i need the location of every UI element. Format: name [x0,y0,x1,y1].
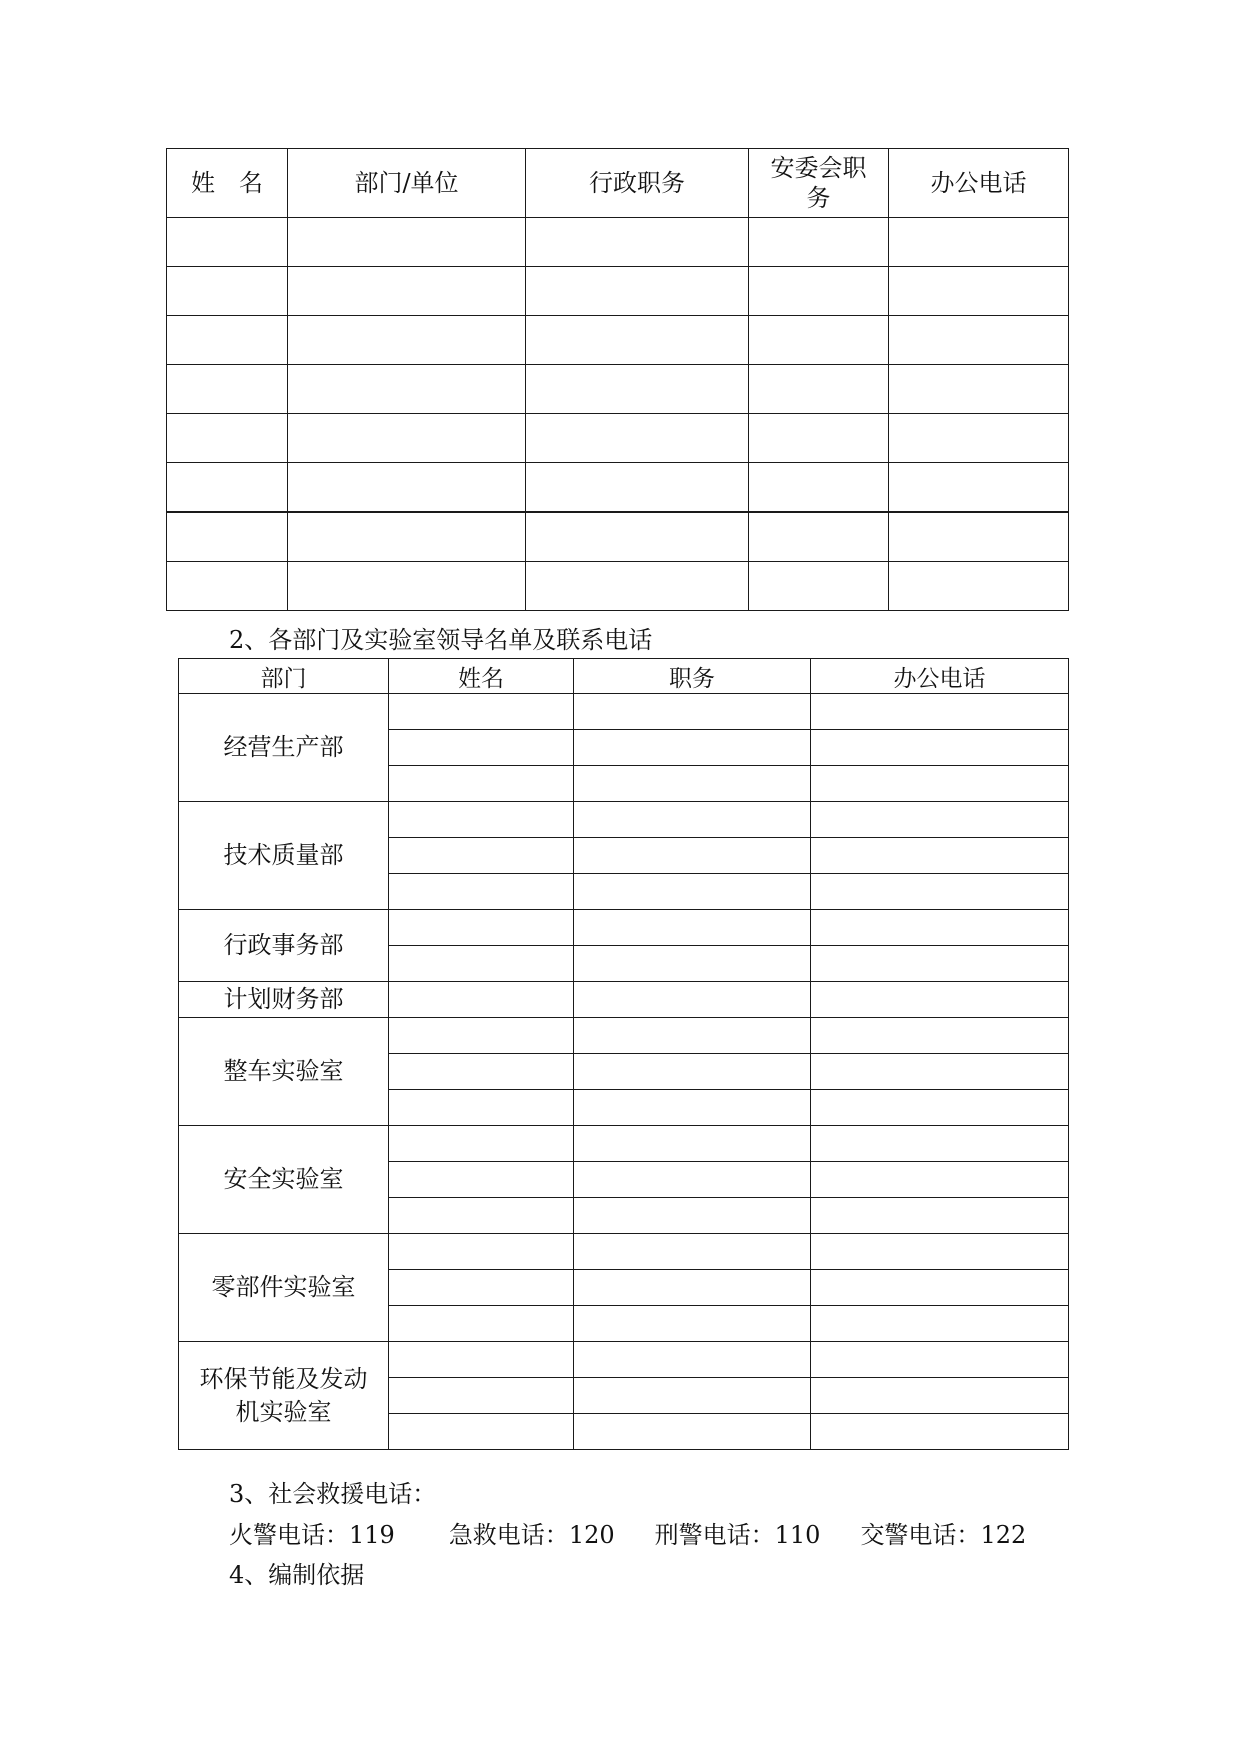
table-header-row [167,149,1069,218]
table-cell [389,910,574,946]
table-cell [288,365,526,414]
table-cell [389,1018,574,1054]
table-cell [574,694,811,730]
table-cell [574,1270,811,1306]
traffic-police-phone-number: 122 [980,1521,1027,1549]
table-cell [811,730,1069,766]
table-cell [811,982,1069,1018]
table-cell [526,414,749,463]
table-row [167,316,1069,365]
table-cell [889,463,1069,513]
table-cell [389,1090,574,1126]
table-cell [389,802,574,838]
department-cell: 技术质量部 [179,802,389,910]
table-cell [526,218,749,267]
fire-phone [229,1521,395,1549]
table-cell [526,267,749,316]
police-phone [655,1521,821,1549]
table-cell [574,982,811,1018]
table-row [179,694,1069,730]
table-cell [811,1054,1069,1090]
table-cell [811,802,1069,838]
table-cell [889,218,1069,267]
table-row [179,1342,1069,1378]
table-cell [811,1162,1069,1198]
table-cell [811,1198,1069,1234]
table-row [179,1126,1069,1162]
table-row [167,267,1069,316]
table-cell [389,838,574,874]
department-cell: 安全实验室 [179,1126,389,1234]
table-cell [389,946,574,982]
table-cell [889,267,1069,316]
table-row [179,1018,1069,1054]
header-admin-position: 行政职务 [526,149,749,218]
section-4-title: 4、编制依据 [229,1561,365,1589]
table-cell [389,1162,574,1198]
safety-committee-table [166,148,1069,611]
table-cell [811,1342,1069,1378]
table-cell [811,838,1069,874]
table-row [167,414,1069,463]
header-department: 部门 [179,659,389,694]
fire-phone-number: 119 [349,1521,395,1549]
table-cell [574,1090,811,1126]
section-3-title: 3、社会救援电话： [229,1480,437,1508]
table-cell [167,562,288,611]
table-cell [167,316,288,365]
department-cell: 行政事务部 [179,910,389,982]
table-cell [811,910,1069,946]
ambulance-phone-label: 急救电话： [448,1521,569,1549]
table-cell [288,512,526,562]
police-phone-label: 刑警电话： [654,1521,775,1549]
table-cell [288,218,526,267]
police-phone-number: 110 [774,1521,821,1549]
table-cell [167,414,288,463]
table-cell [389,1378,574,1414]
table-cell [749,512,889,562]
table-cell [811,1270,1069,1306]
table-cell [288,562,526,611]
table-cell [167,218,288,267]
table-cell [526,365,749,414]
table-cell [574,1162,811,1198]
table-cell [288,463,526,513]
department-cell: 零部件实验室 [179,1234,389,1342]
table-cell [389,1054,574,1090]
table-cell [167,463,288,513]
traffic-police-phone [860,1521,1026,1549]
table-row [179,802,1069,838]
table-row [179,1234,1069,1270]
table-cell [811,1234,1069,1270]
table-cell [574,1306,811,1342]
ambulance-phone-number: 120 [568,1521,615,1549]
table-cell [811,1306,1069,1342]
table-cell [889,414,1069,463]
table-header-row [179,659,1069,694]
table-cell [749,267,889,316]
header-position: 职务 [574,659,811,694]
table-cell [389,766,574,802]
table-cell [574,838,811,874]
header-department: 部门/单位 [288,149,526,218]
table-cell [749,463,889,513]
table-cell [167,267,288,316]
header-office-phone: 办公电话 [811,659,1069,694]
table-cell [811,1414,1069,1450]
table-cell [811,1378,1069,1414]
section-2-title: 2、各部门及实验室领导名单及联系电话 [229,626,653,654]
table-cell [574,730,811,766]
table-cell [889,562,1069,611]
table-cell [811,946,1069,982]
department-leaders-table [178,658,1069,1450]
table-cell [526,316,749,365]
table-cell [811,1018,1069,1054]
table-cell [574,946,811,982]
table-cell [526,562,749,611]
table-row [167,365,1069,414]
table-cell [389,1270,574,1306]
header-name: 姓 名 [167,149,288,218]
table-cell [526,463,749,513]
department-cell: 经营生产部 [179,694,389,802]
table-cell [811,1090,1069,1126]
header-committee-position-label: 安委会职务 [770,154,867,212]
table-cell [389,1414,574,1450]
table-cell [574,1198,811,1234]
table-cell [574,1054,811,1090]
table-row [167,562,1069,611]
department-cell: 整车实验室 [179,1018,389,1126]
table-cell [574,874,811,910]
table-cell [574,910,811,946]
emergency-phones [229,1515,1026,1550]
table-cell [749,562,889,611]
table-cell [749,414,889,463]
table-cell [389,1234,574,1270]
table-cell [749,316,889,365]
table-cell [749,365,889,414]
table-cell [811,874,1069,910]
table-cell [574,766,811,802]
table-cell [389,1306,574,1342]
table-cell [811,1126,1069,1162]
table-cell [288,414,526,463]
table-cell [811,766,1069,802]
table-cell [389,730,574,766]
table-cell [889,316,1069,365]
table-cell [574,1378,811,1414]
department-cell: 计划财务部 [179,982,389,1018]
table-row [167,512,1069,562]
table-row [167,218,1069,267]
table-cell [389,1198,574,1234]
table-cell [288,316,526,365]
table-cell [574,802,811,838]
ambulance-phone [449,1521,615,1549]
header-committee-position [749,149,889,218]
table-cell [389,874,574,910]
header-name: 姓名 [389,659,574,694]
table-cell [574,1018,811,1054]
table-cell [574,1126,811,1162]
table-cell [574,1234,811,1270]
table-cell [574,1414,811,1450]
table-cell [389,1342,574,1378]
table-cell [167,512,288,562]
table-cell [889,512,1069,562]
table-cell [574,1342,811,1378]
header-office-phone: 办公电话 [889,149,1069,218]
table-cell [167,365,288,414]
fire-phone-label: 火警电话： [229,1521,349,1549]
department-cell: 环保节能及发动机实验室 [179,1342,389,1450]
traffic-police-phone-label: 交警电话： [860,1521,981,1549]
table-cell [749,218,889,267]
table-cell [288,267,526,316]
table-cell [389,1126,574,1162]
table-cell [889,365,1069,414]
table-row [167,463,1069,513]
table-row [179,910,1069,946]
table-cell [526,512,749,562]
table-cell [389,694,574,730]
table-cell [389,982,574,1018]
table-row [179,982,1069,1018]
table-cell [811,694,1069,730]
